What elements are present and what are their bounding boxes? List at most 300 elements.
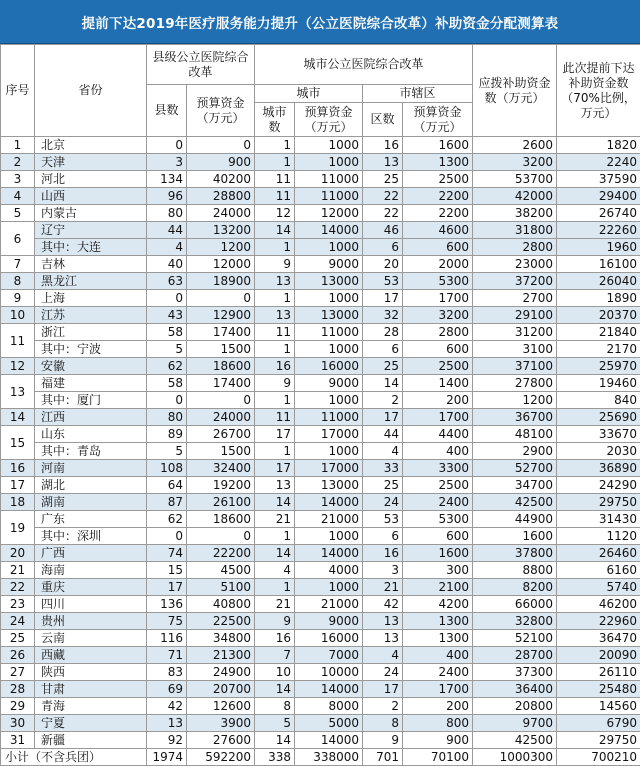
row-province: 四川 xyxy=(35,596,147,613)
row-value-c7: 37800 xyxy=(473,545,557,562)
row-value-c5: 42 xyxy=(363,596,403,613)
row-value-c2: 22200 xyxy=(187,545,255,562)
row-value-c5: 13 xyxy=(363,613,403,630)
row-value-c2: 18900 xyxy=(187,273,255,290)
row-value-c4: 1000 xyxy=(295,239,363,256)
row-value-c1: 92 xyxy=(147,732,187,749)
row-value-c6: 4200 xyxy=(403,596,473,613)
row-value-c1: 74 xyxy=(147,545,187,562)
row-value-c7: 8200 xyxy=(473,579,557,596)
row-value-c1: 108 xyxy=(147,460,187,477)
row-value-c7: 29100 xyxy=(473,307,557,324)
row-value-c7: 32800 xyxy=(473,613,557,630)
row-province: 山西 xyxy=(35,188,147,205)
table-header xyxy=(1,45,640,137)
row-value-c5: 22 xyxy=(363,188,403,205)
row-index: 23 xyxy=(1,596,35,613)
row-value-c1: 89 xyxy=(147,426,187,443)
row-value-c3: 11 xyxy=(255,188,295,205)
header-district-sub: 市辖区 xyxy=(363,85,473,103)
row-value-c1: 80 xyxy=(147,409,187,426)
row-value-c1: 5 xyxy=(147,341,187,358)
row-value-c8: 20090 xyxy=(557,647,640,664)
row-value-c2: 22500 xyxy=(187,613,255,630)
row-value-c4: 1000 xyxy=(295,154,363,171)
row-province: 甘肃 xyxy=(35,681,147,698)
row-value-c3: 9 xyxy=(255,375,295,392)
table-row xyxy=(1,171,640,188)
row-value-c6: 4400 xyxy=(403,426,473,443)
table-row xyxy=(1,392,640,409)
row-value-c8: 22260 xyxy=(557,222,640,239)
row-province: 浙江 xyxy=(35,324,147,341)
row-index: 13 xyxy=(1,375,35,409)
row-value-c5: 32 xyxy=(363,307,403,324)
total-value-c3: 338 xyxy=(255,749,295,766)
row-value-c5: 22 xyxy=(363,205,403,222)
row-index: 9 xyxy=(1,290,35,307)
row-province: 江西 xyxy=(35,409,147,426)
row-value-c4: 11000 xyxy=(295,188,363,205)
row-value-c3: 14 xyxy=(255,545,295,562)
row-value-c6: 1700 xyxy=(403,409,473,426)
row-value-c2: 34800 xyxy=(187,630,255,647)
table-row xyxy=(1,256,640,273)
row-value-c4: 10000 xyxy=(295,664,363,681)
row-value-c6: 900 xyxy=(403,732,473,749)
table-row xyxy=(1,698,640,715)
table-row xyxy=(1,715,640,732)
table-row xyxy=(1,511,640,528)
row-value-c6: 2500 xyxy=(403,358,473,375)
row-value-c8: 2030 xyxy=(557,443,640,460)
row-value-c7: 42500 xyxy=(473,732,557,749)
row-value-c6: 600 xyxy=(403,239,473,256)
row-value-c7: 42000 xyxy=(473,188,557,205)
table-row xyxy=(1,341,640,358)
row-value-c5: 53 xyxy=(363,273,403,290)
row-value-c4: 13000 xyxy=(295,477,363,494)
table-row xyxy=(1,205,640,222)
row-value-c4: 1000 xyxy=(295,341,363,358)
row-value-c3: 14 xyxy=(255,732,295,749)
row-value-c7: 37200 xyxy=(473,273,557,290)
row-value-c6: 1700 xyxy=(403,290,473,307)
row-value-c6: 2100 xyxy=(403,579,473,596)
row-value-c7: 52100 xyxy=(473,630,557,647)
row-value-c7: 52700 xyxy=(473,460,557,477)
row-value-c4: 9000 xyxy=(295,613,363,630)
header-county-count: 县数 xyxy=(147,85,187,137)
row-value-c1: 17 xyxy=(147,579,187,596)
row-value-c4: 21000 xyxy=(295,511,363,528)
row-value-c6: 300 xyxy=(403,562,473,579)
row-index: 21 xyxy=(1,562,35,579)
row-value-c5: 4 xyxy=(363,443,403,460)
row-value-c4: 1000 xyxy=(295,443,363,460)
row-value-c2: 12000 xyxy=(187,256,255,273)
row-value-c5: 6 xyxy=(363,528,403,545)
row-value-c2: 12600 xyxy=(187,698,255,715)
row-value-c4: 1000 xyxy=(295,579,363,596)
row-value-c3: 4 xyxy=(255,562,295,579)
row-value-c3: 10 xyxy=(255,664,295,681)
row-index: 2 xyxy=(1,154,35,171)
row-value-c5: 13 xyxy=(363,154,403,171)
row-value-c6: 800 xyxy=(403,715,473,732)
row-value-c7: 36400 xyxy=(473,681,557,698)
row-value-c3: 12 xyxy=(255,205,295,222)
row-value-c3: 5 xyxy=(255,715,295,732)
total-value-c8: 700210 xyxy=(557,749,640,766)
total-value-c2: 592200 xyxy=(187,749,255,766)
row-value-c8: 5740 xyxy=(557,579,640,596)
row-value-c2: 26100 xyxy=(187,494,255,511)
row-value-c6: 600 xyxy=(403,341,473,358)
row-value-c4: 17000 xyxy=(295,460,363,477)
row-value-c7: 2700 xyxy=(473,290,557,307)
table-row xyxy=(1,239,640,256)
row-value-c7: 53700 xyxy=(473,171,557,188)
row-province: 天津 xyxy=(35,154,147,171)
row-value-c5: 24 xyxy=(363,494,403,511)
row-value-c1: 96 xyxy=(147,188,187,205)
row-value-c4: 1000 xyxy=(295,290,363,307)
row-value-c1: 5 xyxy=(147,443,187,460)
row-index: 12 xyxy=(1,358,35,375)
table-row xyxy=(1,596,640,613)
total-label: 小计（不含兵团） xyxy=(1,749,147,766)
row-value-c4: 8000 xyxy=(295,698,363,715)
row-value-c7: 42500 xyxy=(473,494,557,511)
row-index: 31 xyxy=(1,732,35,749)
row-value-c1: 40 xyxy=(147,256,187,273)
row-value-c8: 26460 xyxy=(557,545,640,562)
row-value-c3: 1 xyxy=(255,392,295,409)
row-value-c7: 31800 xyxy=(473,222,557,239)
row-value-c1: 58 xyxy=(147,324,187,341)
row-value-c8: 14560 xyxy=(557,698,640,715)
row-value-c5: 20 xyxy=(363,256,403,273)
row-value-c1: 0 xyxy=(147,137,187,154)
row-value-c4: 17000 xyxy=(295,426,363,443)
row-value-c1: 64 xyxy=(147,477,187,494)
row-value-c6: 3200 xyxy=(403,307,473,324)
table-row xyxy=(1,613,640,630)
row-value-c7: 3100 xyxy=(473,341,557,358)
row-value-c6: 1600 xyxy=(403,137,473,154)
table-row xyxy=(1,460,640,477)
row-province: 其中：厦门 xyxy=(35,392,147,409)
row-value-c6: 600 xyxy=(403,528,473,545)
row-value-c7: 34700 xyxy=(473,477,557,494)
row-value-c3: 1 xyxy=(255,579,295,596)
row-province: 新疆 xyxy=(35,732,147,749)
row-value-c5: 53 xyxy=(363,511,403,528)
row-value-c3: 13 xyxy=(255,273,295,290)
row-index: 1 xyxy=(1,137,35,154)
row-value-c1: 13 xyxy=(147,715,187,732)
row-value-c1: 71 xyxy=(147,647,187,664)
row-value-c7: 2900 xyxy=(473,443,557,460)
row-value-c3: 9 xyxy=(255,613,295,630)
row-value-c4: 13000 xyxy=(295,273,363,290)
table-row xyxy=(1,545,640,562)
row-value-c2: 27600 xyxy=(187,732,255,749)
row-value-c3: 17 xyxy=(255,426,295,443)
table-row xyxy=(1,681,640,698)
row-value-c2: 0 xyxy=(187,392,255,409)
row-value-c5: 8 xyxy=(363,715,403,732)
row-value-c6: 1300 xyxy=(403,613,473,630)
row-value-c4: 7000 xyxy=(295,647,363,664)
row-value-c4: 9000 xyxy=(295,256,363,273)
row-value-c2: 20700 xyxy=(187,681,255,698)
row-index: 24 xyxy=(1,613,35,630)
row-value-c4: 21000 xyxy=(295,596,363,613)
row-value-c6: 2500 xyxy=(403,477,473,494)
row-value-c4: 4000 xyxy=(295,562,363,579)
row-value-c3: 1 xyxy=(255,137,295,154)
row-value-c4: 12000 xyxy=(295,205,363,222)
row-value-c6: 2000 xyxy=(403,256,473,273)
table-row xyxy=(1,375,640,392)
header-advance: 此次提前下达补助资金数（70%比例，万元） xyxy=(557,45,640,137)
row-province: 其中：宁波 xyxy=(35,341,147,358)
row-value-c8: 36470 xyxy=(557,630,640,647)
row-value-c2: 1200 xyxy=(187,239,255,256)
table-row xyxy=(1,409,640,426)
row-index: 15 xyxy=(1,426,35,460)
row-value-c4: 16000 xyxy=(295,630,363,647)
row-value-c8: 20370 xyxy=(557,307,640,324)
row-value-c6: 1600 xyxy=(403,545,473,562)
row-value-c8: 21840 xyxy=(557,324,640,341)
row-index: 5 xyxy=(1,205,35,222)
row-value-c2: 1500 xyxy=(187,443,255,460)
row-value-c8: 6160 xyxy=(557,562,640,579)
row-value-c3: 14 xyxy=(255,681,295,698)
table-row xyxy=(1,324,640,341)
table-row xyxy=(1,137,640,154)
row-value-c8: 19460 xyxy=(557,375,640,392)
row-value-c5: 24 xyxy=(363,664,403,681)
row-value-c1: 42 xyxy=(147,698,187,715)
row-value-c2: 17400 xyxy=(187,375,255,392)
table-row xyxy=(1,732,640,749)
row-value-c2: 1500 xyxy=(187,341,255,358)
row-value-c7: 2800 xyxy=(473,239,557,256)
row-province: 内蒙古 xyxy=(35,205,147,222)
row-value-c1: 0 xyxy=(147,528,187,545)
row-value-c4: 9000 xyxy=(295,375,363,392)
row-province: 河南 xyxy=(35,460,147,477)
row-value-c6: 2500 xyxy=(403,171,473,188)
row-province: 辽宁 xyxy=(35,222,147,239)
row-value-c8: 1890 xyxy=(557,290,640,307)
row-value-c4: 14000 xyxy=(295,681,363,698)
row-value-c6: 5300 xyxy=(403,511,473,528)
row-value-c7: 38200 xyxy=(473,205,557,222)
row-value-c5: 2 xyxy=(363,392,403,409)
total-value-c7: 1000300 xyxy=(473,749,557,766)
row-province: 海南 xyxy=(35,562,147,579)
header-province: 省份 xyxy=(35,45,147,137)
row-value-c1: 44 xyxy=(147,222,187,239)
row-value-c6: 400 xyxy=(403,647,473,664)
row-value-c3: 7 xyxy=(255,647,295,664)
table-row xyxy=(1,188,640,205)
row-value-c8: 1960 xyxy=(557,239,640,256)
row-value-c6: 1400 xyxy=(403,375,473,392)
row-value-c6: 1700 xyxy=(403,681,473,698)
table-row xyxy=(1,154,640,171)
row-value-c4: 1000 xyxy=(295,528,363,545)
row-value-c5: 17 xyxy=(363,290,403,307)
row-value-c3: 1 xyxy=(255,154,295,171)
row-value-c6: 2800 xyxy=(403,324,473,341)
table-row xyxy=(1,579,640,596)
row-province: 安徽 xyxy=(35,358,147,375)
row-value-c8: 46200 xyxy=(557,596,640,613)
row-value-c3: 1 xyxy=(255,443,295,460)
row-value-c1: 15 xyxy=(147,562,187,579)
row-value-c2: 5100 xyxy=(187,579,255,596)
row-value-c2: 0 xyxy=(187,137,255,154)
row-province: 湖北 xyxy=(35,477,147,494)
row-value-c2: 12900 xyxy=(187,307,255,324)
row-index: 7 xyxy=(1,256,35,273)
total-value-c6: 70100 xyxy=(403,749,473,766)
row-index: 17 xyxy=(1,477,35,494)
row-value-c1: 62 xyxy=(147,358,187,375)
row-value-c3: 1 xyxy=(255,528,295,545)
row-value-c8: 33670 xyxy=(557,426,640,443)
row-province: 广东 xyxy=(35,511,147,528)
row-value-c3: 11 xyxy=(255,409,295,426)
row-value-c1: 116 xyxy=(147,630,187,647)
row-value-c5: 6 xyxy=(363,341,403,358)
row-value-c2: 18600 xyxy=(187,358,255,375)
row-value-c2: 17400 xyxy=(187,324,255,341)
row-value-c8: 25690 xyxy=(557,409,640,426)
row-value-c4: 11000 xyxy=(295,324,363,341)
row-value-c1: 136 xyxy=(147,596,187,613)
row-value-c3: 16 xyxy=(255,358,295,375)
row-value-c2: 24000 xyxy=(187,409,255,426)
row-value-c7: 28700 xyxy=(473,647,557,664)
table-row xyxy=(1,664,640,681)
table-row xyxy=(1,630,640,647)
row-value-c2: 26700 xyxy=(187,426,255,443)
row-value-c1: 58 xyxy=(147,375,187,392)
row-value-c2: 21300 xyxy=(187,647,255,664)
table-row xyxy=(1,528,640,545)
row-value-c8: 36890 xyxy=(557,460,640,477)
row-value-c2: 900 xyxy=(187,154,255,171)
row-value-c1: 4 xyxy=(147,239,187,256)
row-value-c2: 13200 xyxy=(187,222,255,239)
row-value-c6: 2400 xyxy=(403,494,473,511)
row-value-c4: 5000 xyxy=(295,715,363,732)
row-value-c8: 25970 xyxy=(557,358,640,375)
row-value-c4: 13000 xyxy=(295,307,363,324)
table-row xyxy=(1,222,640,239)
row-value-c3: 21 xyxy=(255,596,295,613)
row-value-c8: 29750 xyxy=(557,732,640,749)
row-value-c2: 18600 xyxy=(187,511,255,528)
row-value-c5: 16 xyxy=(363,545,403,562)
row-value-c5: 25 xyxy=(363,358,403,375)
header-index: 序号 xyxy=(1,45,35,137)
row-index: 18 xyxy=(1,494,35,511)
row-index: 6 xyxy=(1,222,35,256)
row-value-c1: 63 xyxy=(147,273,187,290)
row-value-c2: 24900 xyxy=(187,664,255,681)
row-value-c5: 14 xyxy=(363,375,403,392)
row-value-c8: 1120 xyxy=(557,528,640,545)
table-row xyxy=(1,426,640,443)
row-value-c4: 16000 xyxy=(295,358,363,375)
row-index: 11 xyxy=(1,324,35,358)
header-county-group: 县级公立医院综合改革 xyxy=(147,45,255,85)
row-value-c8: 29750 xyxy=(557,494,640,511)
row-value-c7: 44900 xyxy=(473,511,557,528)
row-value-c5: 2 xyxy=(363,698,403,715)
table-title: 提前下达2019年医疗服务能力提升（公立医院综合改革）补助资金分配测算表 xyxy=(0,0,640,44)
row-index: 25 xyxy=(1,630,35,647)
row-value-c5: 17 xyxy=(363,681,403,698)
row-value-c2: 4500 xyxy=(187,562,255,579)
row-value-c8: 840 xyxy=(557,392,640,409)
row-index: 3 xyxy=(1,171,35,188)
row-value-c1: 0 xyxy=(147,290,187,307)
row-province: 黑龙江 xyxy=(35,273,147,290)
row-value-c5: 21 xyxy=(363,579,403,596)
row-value-c8: 26740 xyxy=(557,205,640,222)
row-value-c7: 27800 xyxy=(473,375,557,392)
row-value-c6: 2200 xyxy=(403,188,473,205)
row-value-c3: 1 xyxy=(255,341,295,358)
row-province: 云南 xyxy=(35,630,147,647)
total-row xyxy=(1,749,640,766)
row-value-c7: 1200 xyxy=(473,392,557,409)
row-value-c4: 14000 xyxy=(295,732,363,749)
row-value-c6: 4600 xyxy=(403,222,473,239)
row-province: 山东 xyxy=(35,426,147,443)
row-value-c7: 20800 xyxy=(473,698,557,715)
row-value-c5: 4 xyxy=(363,647,403,664)
table-row xyxy=(1,647,640,664)
total-value-c1: 1974 xyxy=(147,749,187,766)
row-value-c2: 3900 xyxy=(187,715,255,732)
row-value-c6: 200 xyxy=(403,392,473,409)
row-province: 陕西 xyxy=(35,664,147,681)
row-value-c1: 83 xyxy=(147,664,187,681)
row-value-c7: 9700 xyxy=(473,715,557,732)
row-value-c2: 19200 xyxy=(187,477,255,494)
row-value-c4: 14000 xyxy=(295,494,363,511)
row-value-c1: 0 xyxy=(147,392,187,409)
row-value-c1: 62 xyxy=(147,511,187,528)
row-value-c6: 3300 xyxy=(403,460,473,477)
row-value-c7: 48100 xyxy=(473,426,557,443)
row-value-c3: 14 xyxy=(255,222,295,239)
row-value-c3: 11 xyxy=(255,324,295,341)
row-value-c8: 6790 xyxy=(557,715,640,732)
row-value-c7: 66000 xyxy=(473,596,557,613)
table-row xyxy=(1,477,640,494)
